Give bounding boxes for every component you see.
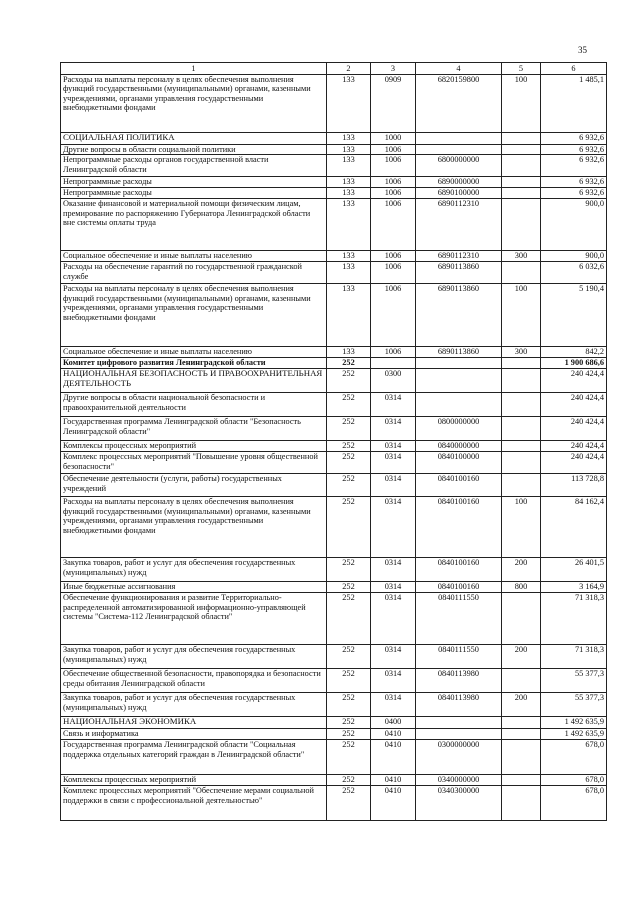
amount-cell: 55 377,3: [541, 669, 607, 693]
target-article-cell: 6890100000: [416, 188, 502, 199]
target-article-cell: 6890113860: [416, 262, 502, 284]
section-code-cell: 0909: [371, 75, 416, 133]
amount-cell: 6 932,6: [541, 177, 607, 188]
target-article-cell: 6800000000: [416, 155, 502, 177]
expense-type-cell: [502, 452, 541, 474]
row-name-cell: Другие вопросы в области социальной политики: [61, 145, 327, 155]
section-code-cell: 0410: [371, 740, 416, 775]
header-cell: 1: [61, 63, 327, 75]
admin-code-cell: 252: [327, 582, 371, 593]
admin-code-cell: 252: [327, 452, 371, 474]
table-row: [61, 441, 607, 452]
amount-cell: 1 900 686,6: [541, 358, 607, 369]
table-row: [61, 669, 607, 693]
row-name-cell: Закупка товаров, работ и услуг для обеспечения государственных (муниципальных) нужд: [61, 645, 327, 669]
expense-type-cell: 200: [502, 645, 541, 669]
target-article-cell: 6890000000: [416, 177, 502, 188]
admin-code-cell: 133: [327, 145, 371, 155]
expense-type-cell: [502, 474, 541, 497]
target-article-cell: 6890112310: [416, 199, 502, 251]
expense-type-cell: 100: [502, 284, 541, 347]
amount-cell: 240 424,4: [541, 369, 607, 393]
row-name-cell: Комплексы процессных мероприятий: [61, 441, 327, 452]
section-code-cell: 0410: [371, 786, 416, 821]
row-name-cell: Государственная программа Ленинградской области "Социальная поддержка отдельных категорий граждан в Ленинградской области": [61, 740, 327, 775]
table-row: [61, 133, 607, 145]
section-code-cell: 1006: [371, 262, 416, 284]
amount-cell: 6 932,6: [541, 145, 607, 155]
expense-type-cell: [502, 133, 541, 145]
section-code-cell: 0314: [371, 441, 416, 452]
row-name-cell: Обеспечение функционирования и развитие Территориально-распределенной автоматизированной информационно-управляющей системы "Система-112 Ленинградской области": [61, 593, 327, 645]
row-name-cell: Оказание финансовой и материальной помощи физическим лицам, премирование по распоряжению Губернатора Ленинградской области вне системы оплаты труда: [61, 199, 327, 251]
row-name-cell: Комитет цифрового развития Ленинградской области: [61, 358, 327, 369]
expense-type-cell: [502, 729, 541, 740]
target-article-cell: 0840000000: [416, 441, 502, 452]
section-code-cell: 0314: [371, 558, 416, 582]
page-number: 35: [578, 45, 587, 55]
expense-type-cell: [502, 786, 541, 821]
table-row: [61, 693, 607, 717]
amount-cell: 71 318,3: [541, 593, 607, 645]
table-row: [61, 369, 607, 393]
target-article-cell: 0340300000: [416, 786, 502, 821]
amount-cell: 678,0: [541, 786, 607, 821]
amount-cell: 6 932,6: [541, 133, 607, 145]
target-article-cell: 0840113980: [416, 693, 502, 717]
amount-cell: 84 162,4: [541, 497, 607, 558]
admin-code-cell: 133: [327, 155, 371, 177]
row-name-cell: СОЦИАЛЬНАЯ ПОЛИТИКА: [61, 133, 327, 145]
amount-cell: 842,2: [541, 347, 607, 358]
section-code-cell: 0410: [371, 775, 416, 786]
target-article-cell: 0840111550: [416, 645, 502, 669]
amount-cell: 1 492 635,9: [541, 729, 607, 740]
table-row: [61, 729, 607, 740]
target-article-cell: 0340000000: [416, 775, 502, 786]
expense-type-cell: [502, 145, 541, 155]
table-row: [61, 717, 607, 729]
section-code-cell: 1006: [371, 251, 416, 262]
amount-cell: 6 932,6: [541, 155, 607, 177]
section-code-cell: 1006: [371, 188, 416, 199]
expense-type-cell: [502, 669, 541, 693]
row-name-cell: Иные бюджетные ассигнования: [61, 582, 327, 593]
table-row: [61, 155, 607, 177]
target-article-cell: [416, 729, 502, 740]
admin-code-cell: 252: [327, 393, 371, 417]
amount-cell: 6 932,6: [541, 188, 607, 199]
section-code-cell: 0300: [371, 369, 416, 393]
row-name-cell: Связь и информатика: [61, 729, 327, 740]
budget-table: [60, 62, 607, 821]
admin-code-cell: 133: [327, 188, 371, 199]
admin-code-cell: 252: [327, 729, 371, 740]
expense-type-cell: [502, 393, 541, 417]
table-row: [61, 645, 607, 669]
table-row: [61, 188, 607, 199]
row-name-cell: Закупка товаров, работ и услуг для обеспечения государственных (муниципальных) нужд: [61, 558, 327, 582]
admin-code-cell: 252: [327, 369, 371, 393]
table-row: [61, 593, 607, 645]
expense-type-cell: 200: [502, 693, 541, 717]
row-name-cell: Закупка товаров, работ и услуг для обеспечения государственных (муниципальных) нужд: [61, 693, 327, 717]
target-article-cell: [416, 717, 502, 729]
target-article-cell: 0300000000: [416, 740, 502, 775]
expense-type-cell: [502, 177, 541, 188]
amount-cell: 678,0: [541, 775, 607, 786]
admin-code-cell: 252: [327, 358, 371, 369]
row-name-cell: Обеспечение общественной безопасности, правопорядка и безопасности среды обитания Ленинградской области: [61, 669, 327, 693]
row-name-cell: НАЦИОНАЛЬНАЯ ЭКОНОМИКА: [61, 717, 327, 729]
expense-type-cell: 800: [502, 582, 541, 593]
target-article-cell: 0840100160: [416, 582, 502, 593]
amount-cell: 1 485,1: [541, 75, 607, 133]
section-code-cell: 1006: [371, 155, 416, 177]
section-code-cell: 1006: [371, 347, 416, 358]
admin-code-cell: 252: [327, 669, 371, 693]
target-article-cell: 0840100000: [416, 452, 502, 474]
table-row: [61, 393, 607, 417]
admin-code-cell: 133: [327, 177, 371, 188]
target-article-cell: 6820159800: [416, 75, 502, 133]
expense-type-cell: [502, 717, 541, 729]
row-name-cell: Расходы на выплаты персоналу в целях обеспечения выполнения функций государственными (муниципальными) органами, казенными учреждениями, органами управления государственными внебюджетными фондами: [61, 75, 327, 133]
table-row: [61, 199, 607, 251]
amount-cell: 678,0: [541, 740, 607, 775]
target-article-cell: 6890113860: [416, 347, 502, 358]
target-article-cell: 0800000000: [416, 417, 502, 441]
section-code-cell: 1006: [371, 145, 416, 155]
target-article-cell: 0840111550: [416, 593, 502, 645]
table-row: [61, 786, 607, 821]
expense-type-cell: 300: [502, 347, 541, 358]
table-row: [61, 358, 607, 369]
expense-type-cell: [502, 441, 541, 452]
section-code-cell: 0410: [371, 729, 416, 740]
row-name-cell: Комплекс процессных мероприятий "Повышение уровня общественной безопасности": [61, 452, 327, 474]
amount-cell: 240 424,4: [541, 452, 607, 474]
amount-cell: 71 318,3: [541, 645, 607, 669]
table-row: [61, 145, 607, 155]
amount-cell: 3 164,9: [541, 582, 607, 593]
section-code-cell: 0314: [371, 497, 416, 558]
target-article-cell: [416, 133, 502, 145]
section-code-cell: 1006: [371, 199, 416, 251]
section-code-cell: 1006: [371, 284, 416, 347]
admin-code-cell: 133: [327, 284, 371, 347]
header-cell: 6: [541, 63, 607, 75]
section-code-cell: 1000: [371, 133, 416, 145]
admin-code-cell: 133: [327, 75, 371, 133]
section-code-cell: 0314: [371, 593, 416, 645]
expense-type-cell: [502, 358, 541, 369]
table-row: [61, 177, 607, 188]
expense-type-cell: [502, 369, 541, 393]
table-row: [61, 474, 607, 497]
section-code-cell: 0400: [371, 717, 416, 729]
table-body: [61, 75, 607, 821]
expense-type-cell: [502, 155, 541, 177]
admin-code-cell: 133: [327, 262, 371, 284]
row-name-cell: Расходы на обеспечение гарантий по государственной гражданской службе: [61, 262, 327, 284]
amount-cell: 6 032,6: [541, 262, 607, 284]
expense-type-cell: [502, 740, 541, 775]
expense-type-cell: 200: [502, 558, 541, 582]
amount-cell: 113 728,8: [541, 474, 607, 497]
amount-cell: 240 424,4: [541, 393, 607, 417]
header-cell: 3: [371, 63, 416, 75]
expense-type-cell: [502, 188, 541, 199]
table-row: [61, 740, 607, 775]
admin-code-cell: 252: [327, 593, 371, 645]
section-code-cell: 0314: [371, 452, 416, 474]
amount-cell: 5 190,4: [541, 284, 607, 347]
row-name-cell: Непрограммные расходы: [61, 188, 327, 199]
target-article-cell: [416, 369, 502, 393]
table-row: [61, 262, 607, 284]
row-name-cell: Обеспечение деятельности (услуги, работы) государственных учреждений: [61, 474, 327, 497]
row-name-cell: Другие вопросы в области национальной безопасности и правоохранительной деятельности: [61, 393, 327, 417]
admin-code-cell: 252: [327, 786, 371, 821]
section-code-cell: 1006: [371, 177, 416, 188]
admin-code-cell: 133: [327, 251, 371, 262]
admin-code-cell: 252: [327, 645, 371, 669]
header-cell: 4: [416, 63, 502, 75]
section-code-cell: 0314: [371, 393, 416, 417]
amount-cell: 240 424,4: [541, 441, 607, 452]
admin-code-cell: 252: [327, 775, 371, 786]
target-article-cell: 0840100160: [416, 474, 502, 497]
table-row: [61, 417, 607, 441]
admin-code-cell: 252: [327, 417, 371, 441]
row-name-cell: Комплексы процессных мероприятий: [61, 775, 327, 786]
target-article-cell: [416, 358, 502, 369]
table-row: [61, 284, 607, 347]
admin-code-cell: 252: [327, 740, 371, 775]
amount-cell: 240 424,4: [541, 417, 607, 441]
admin-code-cell: 252: [327, 717, 371, 729]
expense-type-cell: 100: [502, 75, 541, 133]
amount-cell: 900,0: [541, 199, 607, 251]
admin-code-cell: 252: [327, 693, 371, 717]
table-row: [61, 347, 607, 358]
target-article-cell: 0840100160: [416, 497, 502, 558]
admin-code-cell: 252: [327, 441, 371, 452]
amount-cell: 26 401,5: [541, 558, 607, 582]
table-row: [61, 75, 607, 133]
admin-code-cell: 252: [327, 497, 371, 558]
section-code-cell: 0314: [371, 645, 416, 669]
expense-type-cell: [502, 262, 541, 284]
row-name-cell: Расходы на выплаты персоналу в целях обеспечения выполнения функций государственными (муниципальными) органами, казенными учреждениями, органами управления государственными внебюджетными фондами: [61, 497, 327, 558]
admin-code-cell: 133: [327, 133, 371, 145]
expense-type-cell: 100: [502, 497, 541, 558]
target-article-cell: 6890112310: [416, 251, 502, 262]
row-name-cell: Непрограммные расходы: [61, 177, 327, 188]
amount-cell: 55 377,3: [541, 693, 607, 717]
expense-type-cell: [502, 417, 541, 441]
section-code-cell: 0314: [371, 474, 416, 497]
admin-code-cell: 252: [327, 474, 371, 497]
table-header-row: [61, 63, 607, 75]
target-article-cell: [416, 393, 502, 417]
expense-type-cell: 300: [502, 251, 541, 262]
header-cell: 5: [502, 63, 541, 75]
expense-type-cell: [502, 593, 541, 645]
amount-cell: 900,0: [541, 251, 607, 262]
section-code-cell: 0314: [371, 669, 416, 693]
row-name-cell: Государственная программа Ленинградской области "Безопасность Ленинградской области": [61, 417, 327, 441]
row-name-cell: Расходы на выплаты персоналу в целях обеспечения выполнения функций государственными (муниципальными) органами, казенными учреждениями, органами управления государственными внебюджетными фондами: [61, 284, 327, 347]
section-code-cell: 0314: [371, 582, 416, 593]
table-row: [61, 452, 607, 474]
admin-code-cell: 133: [327, 347, 371, 358]
target-article-cell: 0840100160: [416, 558, 502, 582]
table-row: [61, 775, 607, 786]
target-article-cell: 0840113980: [416, 669, 502, 693]
table-row: [61, 497, 607, 558]
amount-cell: 1 492 635,9: [541, 717, 607, 729]
table-row: [61, 558, 607, 582]
target-article-cell: 6890113860: [416, 284, 502, 347]
expense-type-cell: [502, 775, 541, 786]
admin-code-cell: 133: [327, 199, 371, 251]
row-name-cell: Социальное обеспечение и иные выплаты населению: [61, 251, 327, 262]
target-article-cell: [416, 145, 502, 155]
row-name-cell: Непрограммные расходы органов государственной власти Ленинградской области: [61, 155, 327, 177]
section-code-cell: 0314: [371, 417, 416, 441]
table-row: [61, 251, 607, 262]
expense-type-cell: [502, 199, 541, 251]
section-code-cell: 0314: [371, 693, 416, 717]
row-name-cell: Комплекс процессных мероприятий "Обеспечение мерами социальной поддержки в связи с профессиональной деятельностью": [61, 786, 327, 821]
row-name-cell: НАЦИОНАЛЬНАЯ БЕЗОПАСНОСТЬ И ПРАВООХРАНИТЕЛЬНАЯ ДЕЯТЕЛЬНОСТЬ: [61, 369, 327, 393]
row-name-cell: Социальное обеспечение и иные выплаты населению: [61, 347, 327, 358]
table-row: [61, 582, 607, 593]
admin-code-cell: 252: [327, 558, 371, 582]
header-cell: 2: [327, 63, 371, 75]
section-code-cell: [371, 358, 416, 369]
